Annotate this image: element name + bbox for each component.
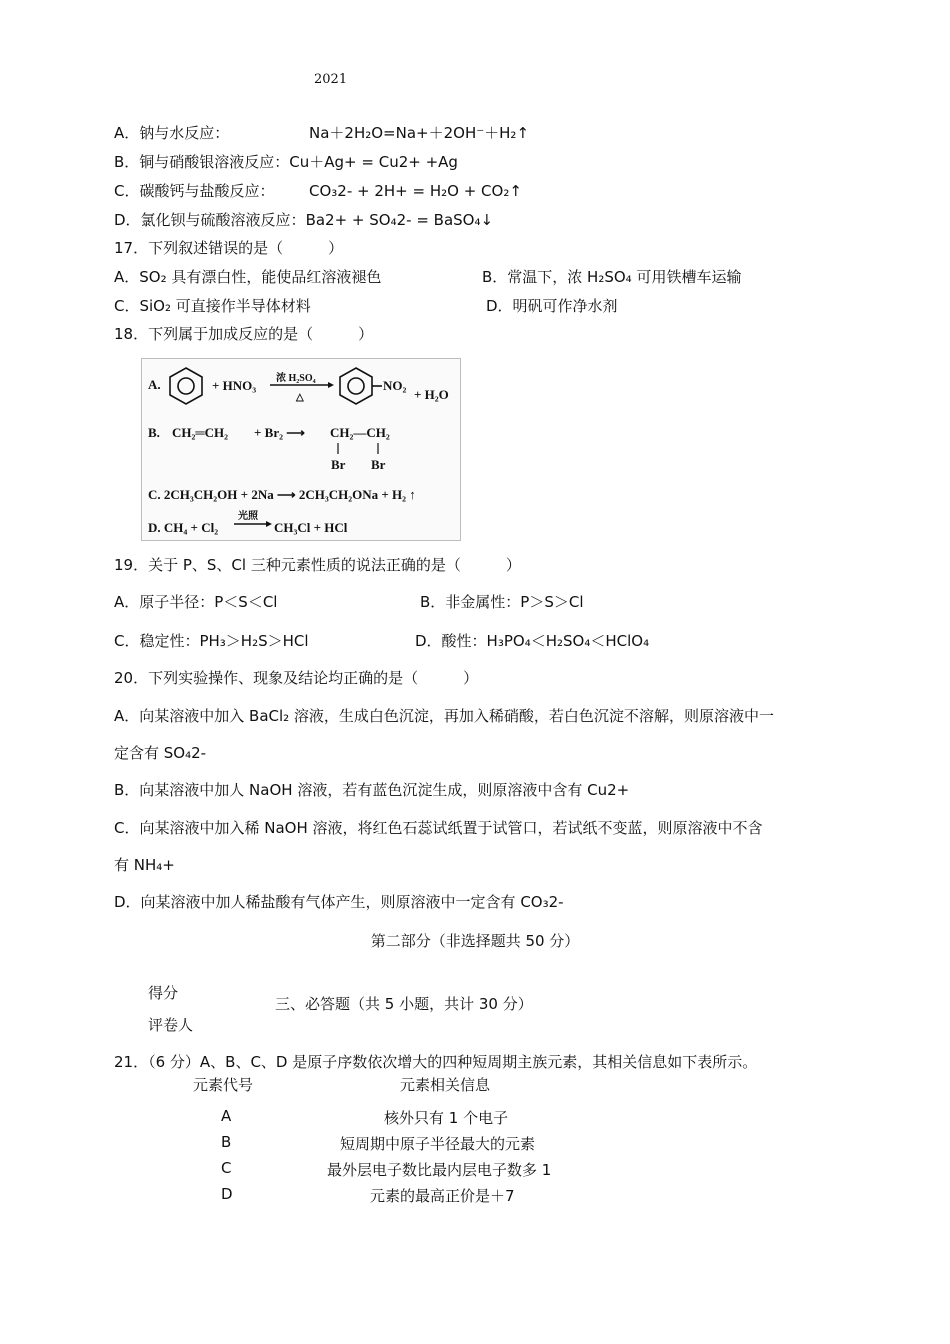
fig-d-arrowhead-icon <box>266 521 272 527</box>
table-row-c-code: C <box>221 1159 232 1177</box>
table-row-d-code: D <box>221 1185 233 1203</box>
q19-option-a: A．原子半径：P＜S＜Cl <box>114 593 278 611</box>
year-header: 2021 <box>314 72 348 87</box>
q18-reaction-figure <box>141 358 461 541</box>
grader-label: 评卷人 <box>148 1016 194 1034</box>
q16-option-b-equation: Cu＋Ag+ = Cu2+ +Ag <box>289 153 458 171</box>
q16-option-a <box>114 123 530 143</box>
q19-row-cd <box>114 631 834 651</box>
q20-option-b: B．向某溶液中加人 NaOH 溶液，若有蓝色沉淀生成，则原溶液中含有 Cu2+ <box>114 781 630 799</box>
q16-option-a-label: A．钠与水反应： <box>114 124 230 142</box>
q20-option-d: D．向某溶液中加人稀盐酸有气体产生，则原溶液中一定含有 CO₃2- <box>114 893 564 911</box>
q20-option-a-line1: A．向某溶液中加入 BaCl₂ 溶液，生成白色沉淀，再加入稀硝酸，若白色沉淀不溶解，则原溶液中一 <box>114 707 774 725</box>
fig-a-label: A. <box>148 377 161 392</box>
q20-option-c-line1: C．向某溶液中加入稀 NaOH 溶液，将红色石蕊试纸置于试管口，若试纸不变蓝，则原溶液中不含 <box>114 819 763 837</box>
fig-d-label: D. CH₄ + Cl₂ <box>148 520 219 535</box>
q21-stem: 21．（6 分）A、B、C、D 是原子序数依次增大的四种短周期主族元素，其相关信息如下表所示。 <box>114 1053 758 1071</box>
fig-a-condition: 浓 H₂SO₄ <box>276 373 316 384</box>
q16-option-b <box>114 152 458 172</box>
part2-title: 第二部分（非选择题共 50 分） <box>370 932 580 950</box>
q17-option-c: C．SiO₂ 可直接作半导体材料 <box>114 297 311 315</box>
fig-b-reactant: CH₂═CH₂ <box>172 425 229 440</box>
fig-a-product2: + H₂O <box>414 387 449 402</box>
table-row-c-info: 最外层电子数比最内层电子数多 1 <box>327 1161 552 1179</box>
section3-title: 三、必答题（共 5 小题，共计 30 分） <box>275 995 533 1013</box>
q16-option-b-label: B．铜与硝酸银溶液反应： <box>114 153 290 171</box>
q20-option-a-line2: 定含有 SO₄2- <box>114 744 207 762</box>
fig-b-br2: Br <box>371 457 386 472</box>
fig-b-label: B. <box>148 425 160 440</box>
table-row-b-info: 短周期中原子半径最大的元素 <box>340 1135 536 1153</box>
q20-option-c-line2: 有 NH₄+ <box>114 856 175 874</box>
fig-d-product: CH₃Cl + HCl <box>274 520 348 535</box>
q19-option-b: B．非金属性：P＞S＞Cl <box>420 593 584 611</box>
q17-row-ab <box>114 267 834 287</box>
q17-option-b: B．常温下，浓 H₂SO₄ 可用铁槽车运输 <box>482 268 742 286</box>
q18-reaction-svg <box>142 359 460 540</box>
q18-stem: 18．下列属于加成反应的是（ ） <box>114 325 374 343</box>
table-row-a-info: 核外只有 1 个电子 <box>384 1109 509 1127</box>
q19-stem: 19．关于 P、S、Cl 三种元素性质的说法正确的是（ ） <box>114 556 521 574</box>
q17-option-d: D．明矾可作净水剂 <box>486 297 618 315</box>
q16-option-c-equation: CO₃2- + 2H+ = H₂O + CO₂↑ <box>309 182 522 200</box>
benzene-ring-product-icon <box>340 368 382 404</box>
q20-stem: 20．下列实验操作、现象及结论均正确的是（ ） <box>114 669 479 687</box>
fig-b-product: CH₂—CH₂ <box>330 425 390 440</box>
q19-option-c: C．稳定性：PH₃＞H₂S＞HCl <box>114 632 309 650</box>
fig-a-heat: △ <box>296 392 304 403</box>
fig-a-reagent: + HNO₃ <box>212 378 257 393</box>
table-row-b-code: B <box>221 1133 232 1151</box>
q16-option-d-equation: Ba2+ + SO₄2- = BaSO₄↓ <box>305 211 494 229</box>
q17-option-a: A．SO₂ 具有漂白性，能使品红溶液褪色 <box>114 268 382 286</box>
fig-d-condition: 光照 <box>238 511 258 522</box>
benzene-ring-icon <box>170 368 202 404</box>
fig-b-reagent: + Br₂ ⟶ <box>254 425 305 440</box>
q16-option-c <box>114 181 522 201</box>
q19-option-d: D．酸性：H₃PO₄＜H₂SO₄＜HClO₄ <box>415 632 650 650</box>
table-header-code: 元素代号 <box>193 1076 254 1094</box>
q16-option-d <box>114 210 493 230</box>
table-header-info: 元素相关信息 <box>400 1076 491 1094</box>
table-row-d-info: 元素的最高正价是＋7 <box>370 1187 515 1205</box>
fig-c-equation: C. 2CH₃CH₂OH + 2Na ⟶ 2CH₃CH₂ONa + H₂ ↑ <box>148 487 416 502</box>
q16-option-c-label: C．碳酸钙与盐酸反应： <box>114 182 275 200</box>
fig-a-group: NO₂ <box>383 378 407 393</box>
q16-option-a-equation: Na＋2H₂O=Na+＋2OH⁻＋H₂↑ <box>309 124 530 142</box>
q17-stem: 17．下列叙述错误的是（ ） <box>114 239 344 257</box>
fig-a-arrowhead-icon <box>328 382 334 388</box>
q19-row-ab <box>114 592 834 612</box>
q17-row-cd <box>114 296 834 316</box>
fig-b-br1: Br <box>331 457 346 472</box>
q16-option-d-label: D．氯化钡与硫酸溶液反应： <box>114 211 306 229</box>
score-label: 得分 <box>148 984 179 1002</box>
table-row-a-code: A <box>221 1107 232 1125</box>
